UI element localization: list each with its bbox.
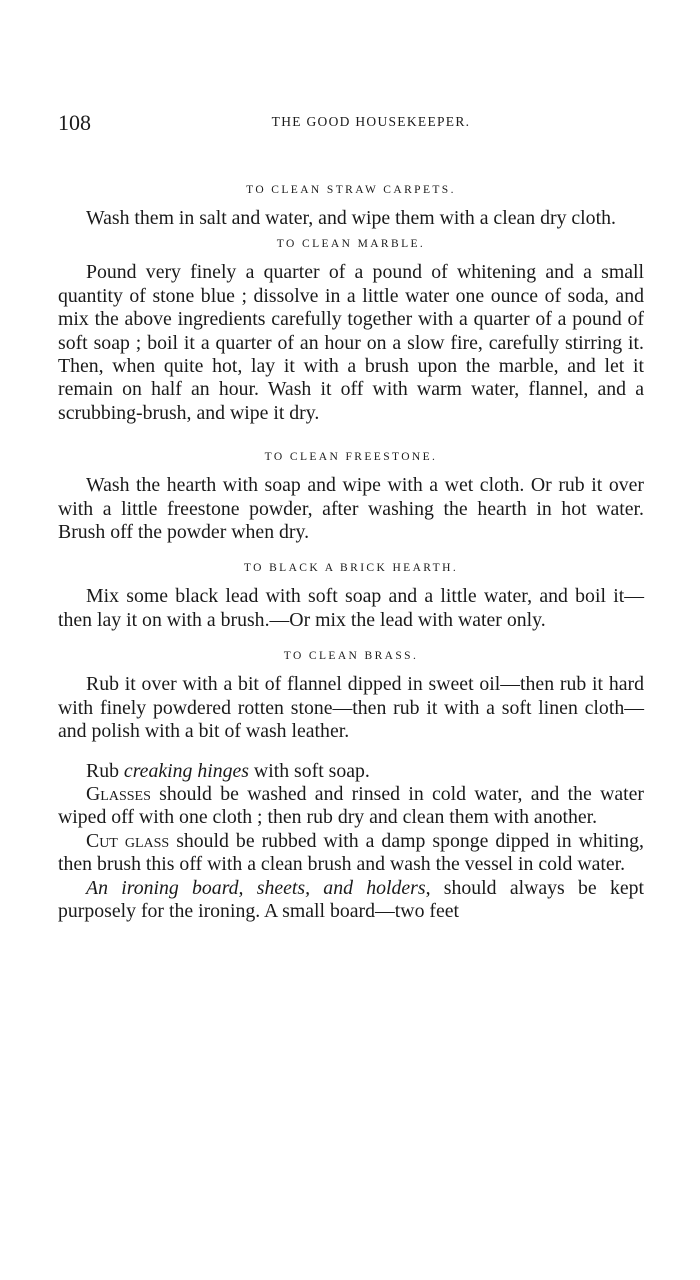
section-text-brick-hearth: Mix some black lead with soft soap and a little water, and boil it—then lay it on with a brush.—Or mix the lead with water only. xyxy=(58,585,644,631)
page-number: 108 xyxy=(58,110,91,135)
tip-glasses-rest: should be washed and rinsed in cold water, and the water wiped off with one cloth ; then rub dry and clean them with another. xyxy=(58,782,644,829)
tip-ironing-italic: An ironing board, sheets, and holders xyxy=(86,876,426,899)
section-heading-freestone: TO CLEAN FREESTONE. xyxy=(264,451,438,464)
tip-cut-glass xyxy=(58,830,644,877)
section-text-freestone: Wash the hearth with soap and wipe with a wet cloth. Or rub it over with a little freestone powder, after washing the hearth in hot water. Brush off the powder when dry. xyxy=(58,474,644,544)
tip-ironing xyxy=(58,877,644,924)
section-text-brass: Rub it over with a bit of flannel dipped in sweet oil—then rub it hard with finely powdered rotten stone—then rub it with a soft linen cloth—and polish with a bit of wash leather. xyxy=(58,673,644,743)
tip-glasses-lead: Glasses xyxy=(86,782,151,805)
section-heading-straw-carpets: TO CLEAN STRAW CARPETS. xyxy=(246,184,456,196)
tip-hinges xyxy=(58,760,644,783)
book-title: THE GOOD HOUSEKEEPER. xyxy=(271,114,471,129)
tip-hinges-lead: Rub xyxy=(86,759,124,782)
tip-ironing-rest: , should always be kept purposely for the ironing. A small board—two feet xyxy=(58,876,645,922)
tip-glasses xyxy=(58,783,644,830)
section-heading-marble: TO CLEAN MARBLE. xyxy=(276,238,426,251)
section-heading-brass: TO CLEAN BRASS. xyxy=(283,650,419,663)
book-page xyxy=(58,110,644,923)
tip-hinges-italic: creaking hinges xyxy=(123,759,249,782)
running-head xyxy=(58,110,644,144)
section-text-marble: Pound very finely a quarter of a pound of whitening and a small quantity of stone blue ; dissolve in a little water one ounce of soda, and mix the above ingredients carefully together with a quarter of a pound of soft soap ; boil it a quarter of an hour on a slow fire, carefully stirring it. Then, when quite hot, lay it with a brush upon the marble, and let it remain on half an hour. Wash it off with warm water, flannel, and a scrubbing-brush, and wipe it dry. xyxy=(58,261,644,424)
section-text-straw-carpets: Wash them in salt and water, and wipe them with a clean dry cloth. xyxy=(86,207,616,229)
tip-cut-glass-lead: Cut glass xyxy=(86,829,170,852)
tip-hinges-rest: with soft soap. xyxy=(248,759,370,782)
section-heading-brick-hearth: TO BLACK A BRICK HEARTH. xyxy=(243,562,459,575)
tip-cut-glass-rest: should be rubbed with a damp sponge dipped in whiting, then brush this off with a clean brush and wash the vessel in cold water. xyxy=(58,829,644,876)
